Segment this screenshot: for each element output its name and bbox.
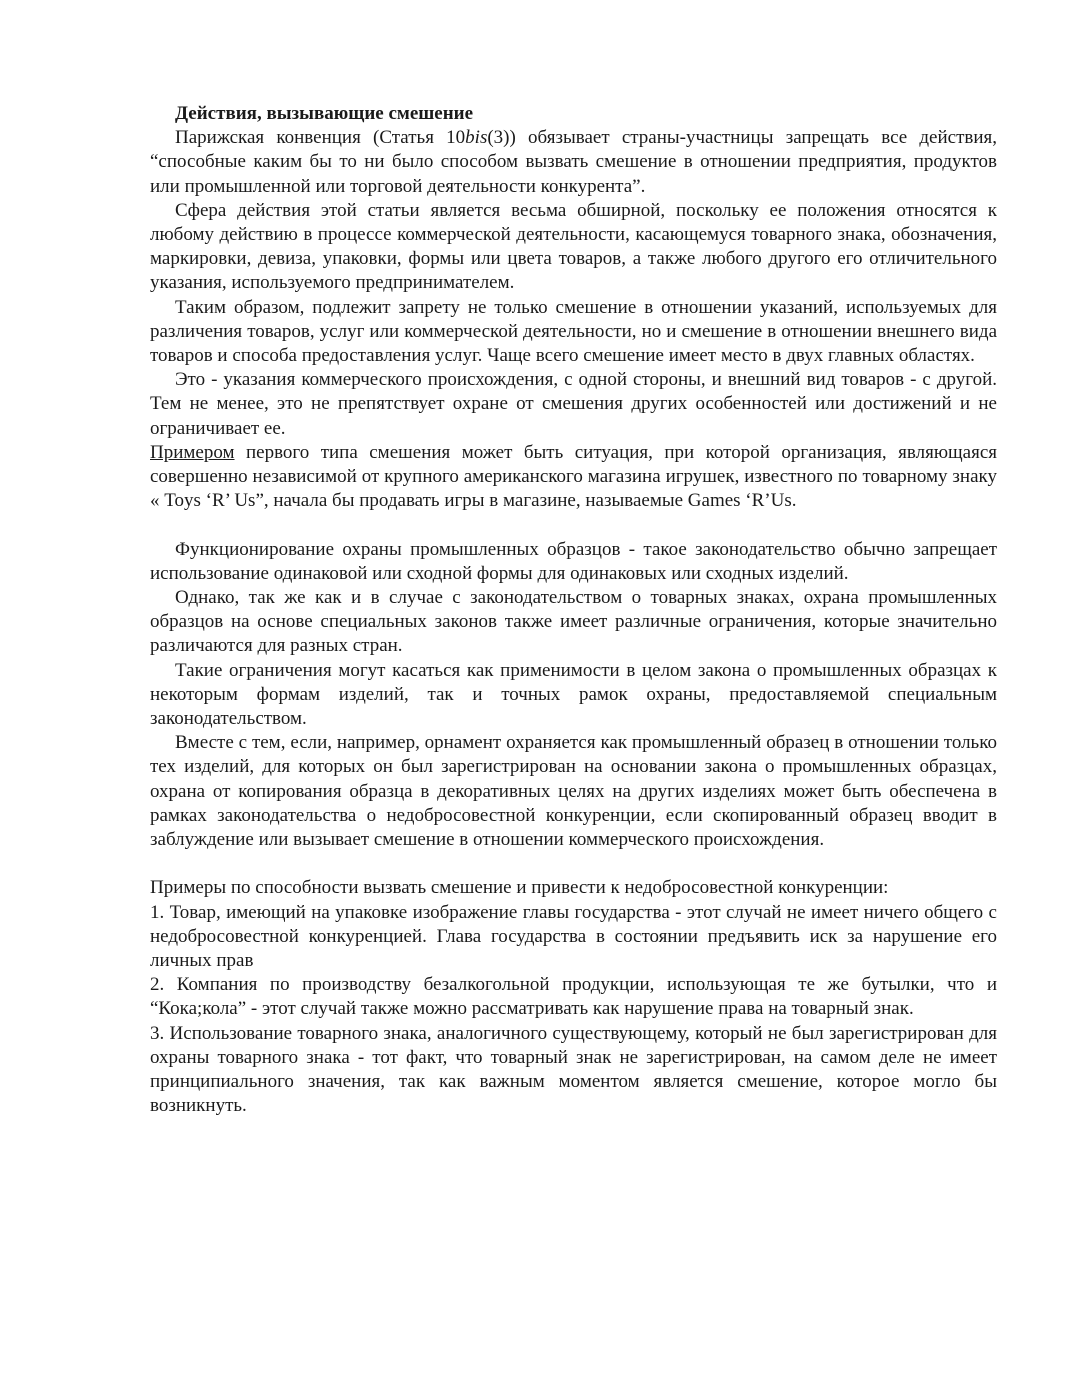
paragraph-limitations: Однако, так же как и в случае с законодательством о товарных знаках, охрана промышленных образцов на основе специальных законов также имеет различные ограничения, которые значительно различаются для разных стран. [150,587,997,657]
paragraph-origin: Это - указания коммерческого происхождения, с одной стороны, и внешний вид товаров - с другой. Тем не менее, это не препятствует охране от смешения других особенностей или достижений и не ограничивает ее. [150,369,997,439]
italic-bis: bis [465,127,488,149]
examples-intro: Примеры по способности вызвать смешение и привести к недобросовестной конкуренции: [150,877,889,899]
paragraph-paris-convention [150,126,997,199]
paragraph-scope: Сфера действия этой статьи является весьма обширной, поскольку ее положения относятся к любому действию в процессе коммерческой деятельности, касающемуся товарного знака, обозначения, маркировки, девиза, упаковки, формы или цвета товаров, а также любого другого его отличительного указания, используемого предпринимателем. [150,199,997,294]
list-item: 2. Компания по производству безалкогольной продукции, использующая те же бутылки, что и “Кока;кола” - этот случай также можно рассматривать как нарушение права на товарный знак. [150,974,997,1020]
document-page [150,102,997,1119]
section-heading: Действия, вызывающие смешение [175,103,474,124]
paragraph-example [150,441,997,514]
paragraph-text: Парижская конвенция (Статья 10 [175,127,466,149]
blank-line [150,513,997,537]
list-item: 1. Товар, имеющий на упаковке изображение главы государства - этот случай не имеет ничего общего с недобросовестной конкуренцией. Глава государства в состоянии предъявить иск за нарушение его личных прав [150,901,997,972]
paragraph-text: (3)) обязывает страны-участницы запрещать все действия, “способные каким бы то ни было способом вызвать смешение в отношении предприятия, продуктов или промышленной или торговой деятельности конкурента”. [150,127,998,197]
paragraph-text: первого типа смешения может быть ситуация, при которой организация, являющаяся совершенно независимой от крупного американского магазина игрушек, известного по товарному знаку « Toys ‘R’ Us”, начала бы продавать игры в магазине, называемые Games ‘R’Us. [150,441,997,512]
paragraph-limitations-scope: Такие ограничения могут касаться как применимости в целом закона о промышленных образцах к некоторым формам изделий, так и точных рамок охраны, предоставляемой специальным законодательством. [150,659,997,730]
blank-line [150,852,997,876]
underlined-word: Примером [150,441,235,463]
paragraph-ornament: Вместе с тем, если, например, орнамент охраняется как промышленный образец в отношении только тех изделий, для которых он был зарегистрирован на основании закона о промышленных образцах, охрана от копирования образца в декоративных целях на других изделиях может быть обеспечена в рамках законодательства о недобросовестной конкуренции, если скопированный образец вводит в заблуждение или вызывает смешение в отношении коммерческого происхождения. [150,732,997,851]
list-item: 3. Использование товарного знака, аналогичного существующему, который не был зарегистрирован для охраны товарного знака - тот факт, что товарный знак не зарегистрирован, на самом деле не имеет принципиального значения, так как важным моментом является смешение, которое могло бы возникнуть. [150,1022,997,1117]
paragraph-industrial-designs: Функционирование охраны промышленных образцов - такое законодательство обычно запрещает использование одинаковой или сходной формы для одинаковых или сходных изделий. [150,538,997,584]
paragraph-prohibition: Таким образом, подлежит запрету не только смешение в отношении указаний, используемых для различения товаров, услуг или коммерческой деятельности, но и смешение в отношении внешнего вида товаров и способа предоставления услуг. Чаще всего смешение имеет место в двух главных областях. [150,296,997,367]
